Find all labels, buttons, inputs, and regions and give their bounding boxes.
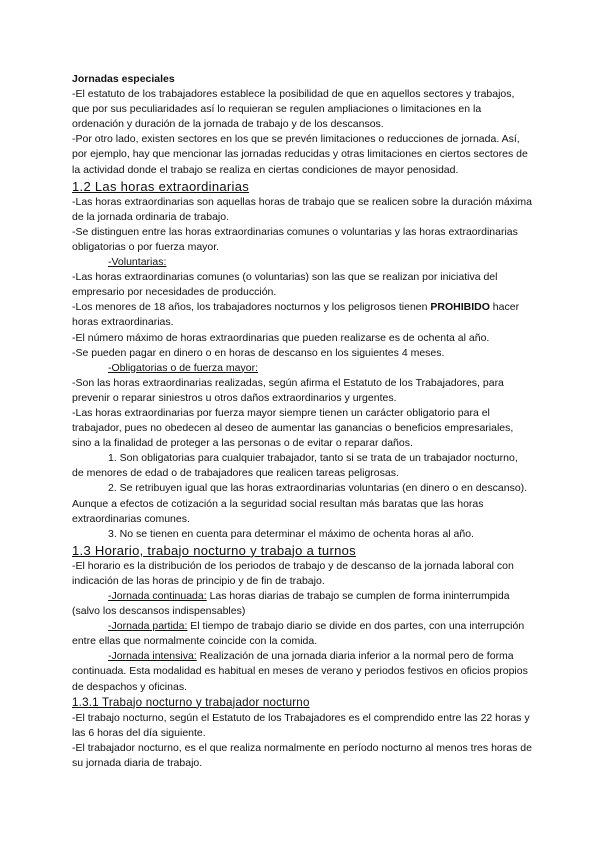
paragraph: -El trabajador nocturno, es el que realiza normalmente en período nocturno al menos tres horas de su jornada diaria de trabajo. (72, 741, 532, 769)
paragraph: -El horario es la distribución de los periodos de trabajo y de descanso de la jornada laboral con indicación de las horas de principio y de fin de trabajo. (72, 559, 514, 587)
numbered-item: 2. Se retribuyen igual que las horas extraordinarias voluntarias (en dinero o en descanso). Aunque a efectos de cotización a la seguridad social resultan más baratas que las horas extraordinarias comunes. (72, 482, 528, 525)
paragraph: -Las horas extraordinarias por fuerza mayor siempre tienen un carácter obligatorio para el trabajador, pues no obedecen al deseo de aumentar las ganancias o beneficios empresariales, sino a la finalidad de proteger a las personas o de evitar o reparar daños. (72, 406, 514, 450)
paragraph: -Son las horas extraordinarias realizadas, según afirma el Estatuto de los Trabajadores, para prevenir o reparar siniestros u otros daños extraordinarios y urgentes. (72, 376, 504, 404)
section-heading-horas-extraordinarias: 1.2 Las horas extraordinarias (72, 178, 250, 194)
paragraph: -Las horas extraordinarias comunes (o voluntarias) son las que se realizan por iniciativa del empresario por necesidades de producción. (72, 271, 498, 299)
definition-jornada-partida: -Jornada partida: El tiempo de trabajo diario se divide en dos partes, con una interrupción entre ellas que normalmente coincide con la comida. (72, 620, 525, 648)
subheading-voluntarias: -Voluntarias: (108, 256, 167, 269)
definition-jornada-continuada: -Jornada continuada: Las horas diarias de trabajo se cumplen de forma ininterrumpida (salvo los descansos indispensables) (72, 590, 510, 618)
paragraph (72, 300, 532, 330)
paragraph: -El estatuto de los trabajadores establece la posibilidad de que en aquellos sectores y trabajos, que por sus peculiaridades así lo requieran se regulen ampliaciones o limitaciones en la ordenación y duración de la jornada de trabajo y de los descansos. (72, 88, 515, 131)
section-heading-trabajo-nocturno: 1.3.1 Trabajo nocturno y trabajador nocturno (72, 695, 310, 709)
paragraph: -El trabajo nocturno, según el Estatuto de los Trabajadores es el comprendido entre las 22 horas y las 6 horas del día siguiente. (72, 711, 530, 739)
paragraph: -Se pueden pagar en dinero o en horas de descanso en los siguientes 4 meses. (72, 346, 445, 359)
numbered-item: 3. No se tienen en cuenta para determinar el máximo de ochenta horas al año. (108, 527, 474, 540)
paragraph-text: -Los menores de 18 años, los trabajadores nocturnos y los peligrosos tienen (72, 301, 431, 314)
paragraph: -Las horas extraordinarias son aquellas horas de trabajo que se realicen sobre la duración máxima de la jornada ordinaria de trabajo. (72, 195, 532, 223)
paragraph: -Por otro lado, existen sectores en los que se prevén limitaciones o reducciones de jornada. Así, por ejemplo, hay que mencionar las jornadas reducidas y otras limitaciones en ciertos sectores de la actividad donde el trabajo se realiza en ciertas condiciones de mayor penosidad. (72, 133, 528, 176)
definition-jornada-intensiva: -Jornada intensiva: Realización de una jornada diaria inferior a la normal pero de forma continuada. Esta modalidad es habitual en meses de verano y periodos festivos en oficios propios de despachos y oficinas. (72, 650, 528, 693)
emphasis-prohibido: PROHIBIDO (430, 301, 490, 314)
paragraph: -Se distinguen entre las horas extraordinarias comunes o voluntarias y las horas extraordinarias obligatorias o por fuerza mayor. (72, 225, 518, 253)
paragraph-text: hacer horas extraordinarias. (72, 301, 520, 329)
numbered-item: 1. Son obligatorias para cualquier trabajador, tanto si se trata de un trabajador nocturno, de menores de edad o de trabajadores que realicen tareas peligrosas. (72, 452, 518, 480)
section-heading-jornadas-especiales: Jornadas especiales (72, 73, 175, 85)
document-body (72, 72, 532, 771)
paragraph: -El número máximo de horas extraordinarias que pueden realizarse es de ochenta al año. (72, 331, 490, 344)
section-heading-horario: 1.3 Horario, trabajo nocturno y trabajo a turnos (72, 542, 356, 558)
subheading-obligatorias: -Obligatorias o de fuerza mayor: (108, 361, 258, 374)
